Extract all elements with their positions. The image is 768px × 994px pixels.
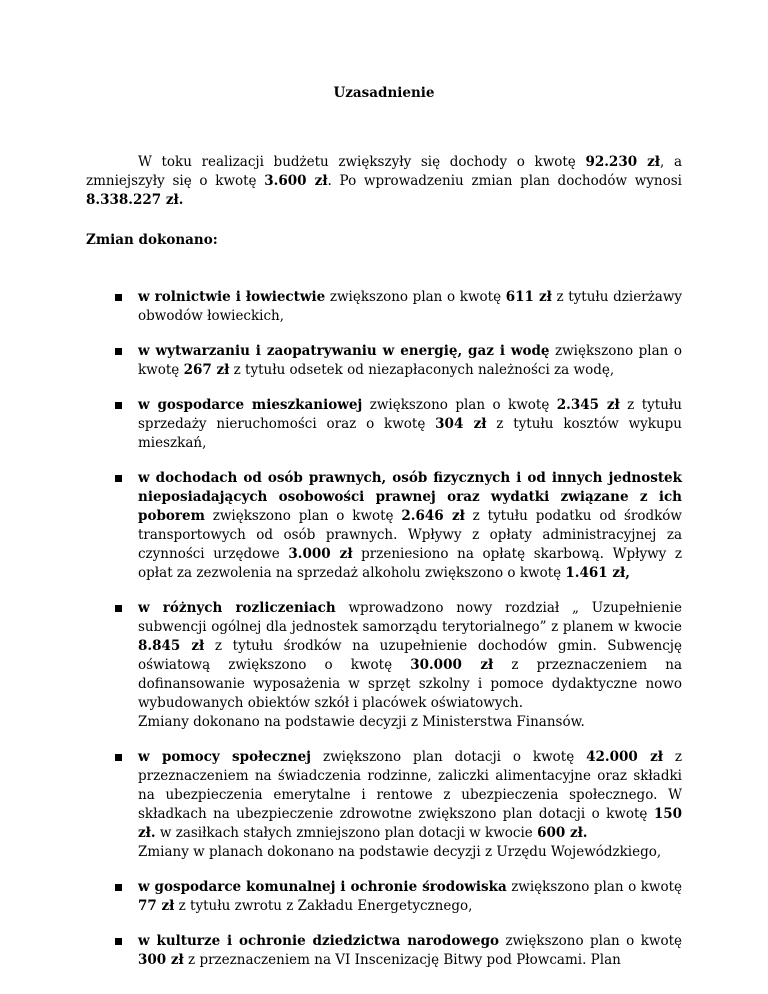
square-bullet-icon [115,348,122,355]
text-run: zwiększono plan o kwotę [204,508,402,524]
bold-phrase: w kulturze i ochronie dziedzictwa narodowego [138,933,500,949]
bold-phrase: w wytwarzaniu i zaopatrywaniu w energię, gaz i wodę [138,343,550,359]
intro-amount-increase: 92.230 zł [585,154,661,170]
list-item-text [138,878,682,916]
text-run: z tytułu kosztów wykupu mieszkań, [138,416,682,451]
bold-phrase: w różnych rozliczeniach [138,600,336,616]
bold-phrase: 267 zł [183,362,230,378]
intro-text-1: W toku realizacji budżetu zwiększyły się dochody o kwotę [138,154,586,170]
bold-phrase: 600 zł. [537,825,588,841]
square-bullet-icon [115,884,122,891]
text-run: z tytułu sprzedaży nieruchomości oraz o kwotę [138,397,682,432]
text-run: z tytułu dzierżawy obwodów łowieckich, [138,289,682,324]
bold-phrase: 77 zł [138,898,175,914]
text-run: z tytułu środków na uzupełnienie dochodów gmin. Subwencję oświatową zwiększono o kwotę [138,638,682,673]
text-run: Zmiany dokonano na podstawie decyzji z Ministerstwa Finansów. [138,714,585,730]
bold-phrase: w dochodach od osób prawnych, osób fizycznych i od innych jednostek nieposiadających osobowości prawnej oraz wydatki związane z ich poborem [138,470,682,524]
bold-phrase: 3.000 zł [288,546,353,562]
intro-text-2: , a zmniejszyły się o kwotę [86,154,682,189]
text-run: zwiększono plan o kwotę [499,933,682,949]
bold-phrase: 304 zł [435,416,487,432]
text-run: zwiększono plan o kwotę [138,343,682,378]
text-run: zwiększono plan o kwotę [506,879,682,895]
bold-phrase: 2.646 zł [401,508,465,524]
list-item-text [138,342,682,380]
text-run: z przeznaczeniem na świadczenia rodzinne, zaliczki alimentacyjne oraz składki na ubezpieczenia emerytalne i rentowe z ubezpieczenia społecznego. W składkach na ubezpieczenie zdrowotne zwiększono plan dotacji o kwotę [138,749,683,822]
square-bullet-icon [115,402,122,409]
list-item [86,396,682,453]
list-item [86,288,682,326]
square-bullet-icon [115,475,122,482]
square-bullet-icon [115,938,122,945]
list-item [86,878,682,916]
bold-phrase: 611 zł [505,289,552,305]
list-item-text [138,599,682,732]
bold-phrase: w pomocy społecznej [138,749,312,765]
list-item [86,599,682,732]
text-run: wprowadzono nowy rozdział „ Uzupełnienie subwencji ogólnej dla jednostek samorządu terytorialnego” z planem w kwocie [138,600,682,635]
bold-phrase: w gospodarce komunalnej i ochronie środowiska [138,879,507,895]
bold-phrase: 30.000 zł [410,657,494,673]
text-run: z przeznaczeniem na dofinansowanie wyposażenia w sprzęt szkolny i pomoce dydaktyczne nowo wybudowanych obiektów szkół i placówek oświatowych. [138,657,682,711]
text-run: z tytułu odsetek od niezapłaconych należności za wodę, [229,362,615,378]
changes-list [86,288,682,986]
bold-phrase: 150 zł. [138,806,682,841]
square-bullet-icon [115,605,122,612]
intro-amount-decrease: 3.600 zł [264,173,328,189]
text-run: z przeznaczeniem na VI Inscenizację Bitwy pod Płowcami. Plan [183,952,621,968]
bold-phrase: 1.461 zł, [565,565,630,581]
list-item-text [138,288,682,326]
list-item [86,342,682,380]
text-run: w zasiłkach stałych zmniejszono plan dotacji w kwocie [155,825,538,841]
text-run: z tytułu podatku od środków transportowych od osób prawnych. Wpływy z opłaty administracyjnej za czynności urzędowe [138,508,682,562]
square-bullet-icon [115,294,122,301]
text-run: zwiększono plan o kwotę [325,289,506,305]
list-item-text [138,396,682,453]
text-run: Zmiany w planach dokonano na podstawie decyzji z Urzędu Wojewódzkiego, [138,844,662,860]
bold-phrase: 8.845 zł [138,638,205,654]
list-item [86,469,682,583]
text-run: zwiększono plan dotacji o kwotę [311,749,587,765]
square-bullet-icon [115,754,122,761]
bold-phrase: w gospodarce mieszkaniowej [138,397,363,413]
bold-phrase: w rolnictwie i łowiectwie [138,289,326,305]
intro-paragraph [86,153,682,210]
list-item [86,932,682,970]
list-item-text [138,932,682,970]
bold-phrase: 2.345 zł [556,397,620,413]
text-run: z tytułu zwrotu z Zakładu Energetycznego, [174,898,473,914]
changes-heading: Zmian dokonano: [86,232,218,248]
list-item [86,748,682,862]
list-item-text [138,469,682,583]
bold-phrase: 42.000 zł [586,749,663,765]
document-title: Uzasadnienie [333,85,435,101]
text-run: przeniesiono na opłatę skarbową. Wpływy z opłat za zezwolenia na sprzedaż alkoholu zwiększono o kwotę [138,546,682,581]
bold-phrase: 300 zł [138,952,184,968]
intro-amount-total: 8.338.227 zł. [86,192,184,208]
text-run: zwiększono plan o kwotę [362,397,557,413]
intro-text-3: . Po wprowadzeniu zmian plan dochodów wynosi [327,173,682,189]
list-item-text [138,748,682,862]
